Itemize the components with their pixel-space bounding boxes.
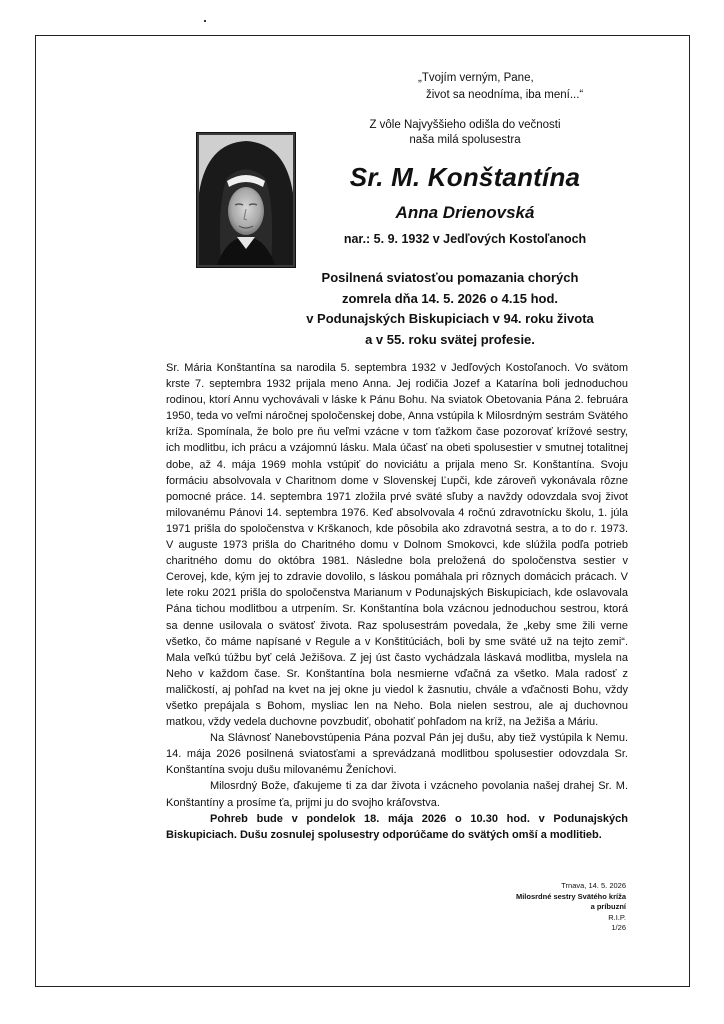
biography bbox=[166, 360, 628, 843]
intro-line-1: Z vôle Najvyššieho odišla do večnosti bbox=[369, 119, 561, 131]
death-line-3: v Podunajských Biskupiciach v 94. roku života bbox=[306, 311, 594, 326]
funeral-notice: Pohreb bude v pondelok 18. mája 2026 o 10.30 hod. v Podunajských Biskupiciach. Dušu zosnulej spolusestry odporúčame do svätých omší a modlitieb. bbox=[166, 812, 628, 841]
deceased-name: Sr. M. Konštantína bbox=[349, 162, 581, 192]
death-info bbox=[290, 268, 610, 350]
birth-info: nar.: 5. 9. 1932 v Jedľových Kostoľanoch bbox=[343, 232, 587, 246]
signature-line-1: Milosrdné sestry Svätého kríža bbox=[515, 891, 626, 901]
death-line-1: Posilnená sviatosťou pomazania chorých bbox=[321, 270, 579, 285]
signature-line-2: a príbuzní bbox=[590, 902, 626, 911]
signature-block bbox=[420, 881, 626, 934]
intro-text bbox=[360, 118, 570, 148]
page-number: 1/26 bbox=[611, 923, 626, 932]
death-line-2: zomrela dňa 14. 5. 2026 o 4.15 hod. bbox=[341, 290, 559, 306]
bio-paragraph-1: Sr. Mária Konštantína sa narodila 5. septembra 1932 v Jedľových Kostoľanoch. Vo svätom krste 7. septembra 1932 prijala meno Anna. Jej rodičia Jozef a Katarína boli jednoduchou rodinou, ktorí Annu vychovávali v láske k Pánu Bohu. Na sviatok Obetovania Pána 2. februára 1950, teda vo veľmi náročnej spoločenskej dobe, Anna vstúpila k Milosrdným sestrám Svätého kríža. Spomínala, že bolo pre ňu veľmi vzácne v tom ťažkom čase pozorovať krížové sestry, ich modlitbu, ich prácu a vzájomnú lásku. Mala účasť na obeti spolusestier v smutnej totalitnej dobe, až 4. mája 1969 mohla vstúpiť do noviciátu a prijala meno Sr. Konštantína. Svoju formáciu absolvovala v Charitnom dome v Slovenskej Ľupči, kde zároveň vykonávala rôzne pomocné práce. 14. septembra 1971 zložila prvé sväté sľuby a navždy odovzdala svoj život milovanému Pánovi 14. septembra 1976. Keď absolvovala 4 ročnú zdravotnícku školu, 1. júla 1971 prišla do spoločenstva v Krškanoch, kde pôsobila ako zdravotná sestra, a to do r. 1973. V auguste 1973 prišla do Charitného domu v Dolnom Smokovci, kde slúžila podľa potrieb charitného domu do októbra 1981. Následne bola preložená do spoločenstva sestier v Cerovej, kde, kým jej to zdravie dovolilo, s láskou pomáhala pri rôznych domácich prácach. V lete roku 2021 prišla do spoločenstva Marianum v Podunajských Biskupiciach, kde oslavovala Pána tichou modlitbou a utrpením. Sr. Konštantína bola vzácnou jednoduchou sestrou, ktorá sa denne usilovala o svätosť života. Raz spolusestrám povedala, že „keby sme žili verne všetko, čo máme napísané v Regule a v Konštitúciách, boli by sme sväté už na tejto zemi“. Mala veľkú túžbu byť celá Ježišova. Z jej úst často vychádzala láskavá modlitba, myslela na Neho v každom čase. Sr. Konštantína bola nesmierne vďačná za všetko. Mala radosť z maličkostí, aj pohľad na kvet na jej okne ju viedol k žasnutiu, chvále a vďačnosti Bohu, vždy všetko prepájala s Bohom, mysliac len na Neho. Bola nielen sestrou, ale aj duchovnou matkou, vždy vedela duchovne povzbudiť, obohatiť pohľadom na kríž, na Ježiša a Máriu. bbox=[166, 362, 628, 729]
bio-paragraph-3: Milosrdný Bože, ďakujeme ti za dar života i vzácneho povolania našej drahej Sr. M. Konštantíny a prosíme ťa, prijmi ju do svojho kráľovstva. bbox=[166, 780, 628, 809]
portrait-image bbox=[197, 133, 295, 267]
civil-name: Anna Drienovská bbox=[395, 203, 535, 222]
bio-paragraph-2: Na Slávnosť Nanebovstúpenia Pána pozval Pán jej dušu, aby tiež vystúpila k Nemu. 14. mája 2026 posilnená sviatosťami a sprevádzaná modlitbou spolusestier odovzdala Sr. Konštantína svoju dušu milovanému Ženíchovi. bbox=[166, 732, 628, 777]
motto-line-2: život sa neodníma, iba mení...“ bbox=[426, 89, 584, 101]
death-line-4: a v 55. roku svätej profesie. bbox=[365, 331, 535, 347]
scan-speck bbox=[204, 20, 206, 22]
rip-mark: R.I.P. bbox=[608, 912, 626, 922]
motto-quote bbox=[418, 70, 668, 104]
place-date: Trnava, 14. 5. 2026 bbox=[561, 881, 626, 890]
portrait-photo bbox=[196, 132, 296, 268]
motto-line-1: „Tvojím verným, Pane, bbox=[418, 72, 534, 84]
intro-line-2: naša milá spolusestra bbox=[409, 134, 521, 146]
